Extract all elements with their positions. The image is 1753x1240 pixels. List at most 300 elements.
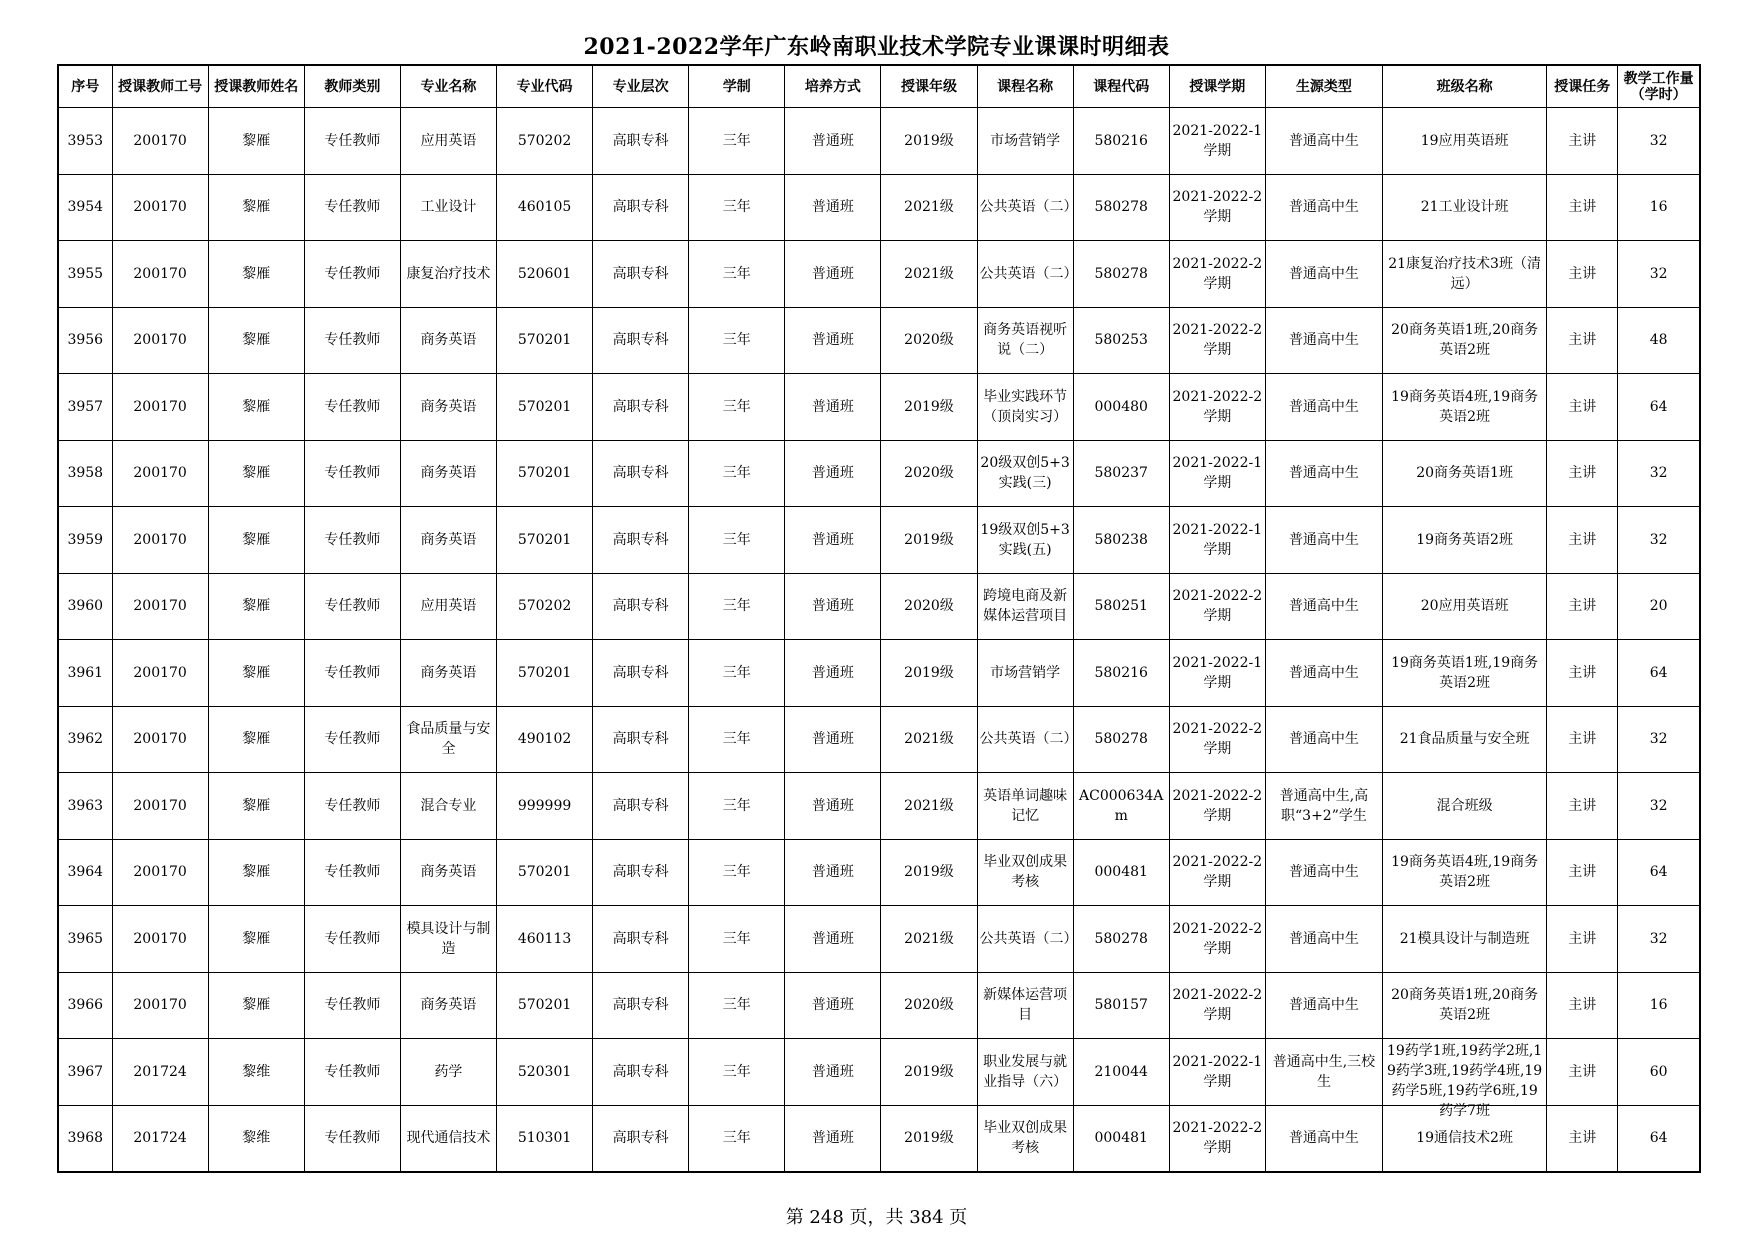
table-cell [689,440,785,507]
table-cell [497,773,593,840]
table-cell [400,1039,496,1106]
cell-text: 21模具设计与制造班 [1399,930,1530,947]
cell-text: 64 [1649,398,1668,415]
table-row [58,839,1700,906]
page-footer: 第 248 页，共 384 页 [785,1207,968,1228]
cell-text: 普通班 [811,531,854,548]
table-cell [1265,108,1382,175]
table-cell [881,241,977,308]
cell-text: 580278 [1094,265,1148,282]
table-cell [1169,241,1265,308]
cell-text: 3960 [67,598,104,615]
cell-text: 公共英语（二） [979,731,1078,748]
cell-text: 580278 [1094,731,1148,748]
table-cell [112,307,208,374]
table-cell [1169,307,1265,374]
table-cell [1169,1105,1265,1172]
table-cell [689,1105,785,1172]
table-cell [1547,773,1618,840]
cell-text: 高职专科 [612,531,669,548]
table-cell [497,374,593,441]
table-cell [208,906,304,973]
table-cell [785,573,881,640]
cell-text: 000481 [1094,1130,1148,1147]
cell-text: 高职专科 [612,132,669,149]
table-cell [304,906,400,973]
table-cell [208,174,304,241]
table-cell [689,839,785,906]
column-header: 学制 [689,65,785,108]
table-cell [497,640,593,707]
table-cell [400,706,496,773]
table-cell [785,972,881,1039]
cell-text: 市场营销学 [990,132,1061,149]
cell-text: 三年 [722,199,751,216]
table-cell [977,108,1073,175]
cell-text: 20应用英语班 [1420,598,1509,615]
table-cell [58,440,112,507]
cell-text: 490102 [517,731,572,748]
cell-text: 主讲 [1568,1130,1597,1147]
cell-text: 2019级 [904,1130,954,1147]
cell-text: 2021级 [904,930,954,947]
table-cell [977,773,1073,840]
cell-text: 2021-2022-2学期 [1172,388,1263,425]
table-cell [977,440,1073,507]
cell-text: 3967 [67,1063,104,1080]
cell-text: 32 [1649,132,1668,149]
cell-text: 20商务英语1班,20商务英语2班 [1391,322,1539,359]
cell-text: 普通班 [811,1130,854,1147]
table-cell [1169,839,1265,906]
cell-text: 580237 [1094,465,1148,482]
cell-text: AC000634Am [1079,787,1164,824]
table-cell [593,1039,689,1106]
table-cell [208,773,304,840]
cell-text: 黎雁 [242,997,271,1014]
table-cell [1169,706,1265,773]
cell-text: 专任教师 [324,1063,381,1080]
cell-text: 普通高中生 [1288,398,1359,415]
table-cell [58,1105,112,1172]
table-cell [1265,174,1382,241]
cell-text: 三年 [722,598,751,615]
cell-text: 公共英语（二） [979,199,1078,216]
cell-text: 580278 [1094,930,1148,947]
cell-text: 主讲 [1568,997,1597,1014]
table-cell [1383,440,1547,507]
table-cell [593,640,689,707]
table-cell [1547,972,1618,1039]
table-cell [593,573,689,640]
cell-text: 主讲 [1568,199,1597,216]
cell-text: 999999 [517,797,572,814]
cell-text: 2019级 [904,864,954,881]
cell-text: 市场营销学 [990,664,1061,681]
table-cell [593,108,689,175]
column-header: 授课学期 [1169,65,1265,108]
table-cell [1383,507,1547,574]
table-cell [881,972,977,1039]
table-cell [304,307,400,374]
cell-text: 模具设计与制造 [406,920,491,957]
table-cell [977,1105,1073,1172]
table-cell [1383,108,1547,175]
table-cell [1547,839,1618,906]
table-cell [304,972,400,1039]
table-cell [1547,1039,1618,1106]
table-cell [112,1039,208,1106]
table-cell [1618,839,1700,906]
table-cell [1383,307,1547,374]
cell-text: 2021级 [904,797,954,814]
cell-text: 英语单词趣味记忆 [983,787,1068,824]
cell-text: 主讲 [1568,132,1597,149]
cell-text: 570201 [517,664,572,681]
table-cell [1265,374,1382,441]
table-cell [1169,174,1265,241]
cell-text: 32 [1649,930,1668,947]
cell-text: 三年 [722,731,751,748]
table-cell [1547,307,1618,374]
cell-text: 普通班 [811,199,854,216]
cell-text: 200170 [133,132,187,149]
cell-text: 580253 [1094,332,1148,349]
table-cell [112,706,208,773]
cell-text: 专任教师 [324,265,381,282]
table-cell [112,241,208,308]
table-cell [1618,573,1700,640]
table-cell [1073,241,1169,308]
cell-text: 200170 [133,797,187,814]
table-cell [689,906,785,973]
cell-text: 普通班 [811,132,854,149]
table-cell [304,706,400,773]
table-cell [208,307,304,374]
table-cell [208,1105,304,1172]
table-cell [689,972,785,1039]
table-cell [1073,1105,1169,1172]
table-cell [1169,906,1265,973]
table-cell [785,174,881,241]
cell-text: 普通班 [811,598,854,615]
cell-text: 普通班 [811,465,854,482]
cell-text: 520601 [517,265,572,282]
table-row [58,773,1700,840]
cell-text: 19应用英语班 [1420,132,1509,149]
table-cell [689,108,785,175]
cell-text: 毕业双创成果考核 [983,854,1068,891]
table-cell [400,307,496,374]
cell-text: 应用英语 [420,598,477,615]
cell-text: 专任教师 [324,731,381,748]
cell-text: 普通高中生 [1288,864,1359,881]
cell-text: 2021-2022-1学期 [1172,654,1263,691]
table-cell [400,640,496,707]
cell-text: 520301 [517,1063,572,1080]
table-cell [881,108,977,175]
cell-text: 3959 [67,531,104,548]
cell-text: 21康复治疗技术3班（清远） [1388,255,1541,292]
cell-text: 2021-2022-2学期 [1172,920,1263,957]
cell-text: 201724 [133,1063,187,1080]
cell-text: 570201 [517,531,572,548]
table-cell [1547,108,1618,175]
table-cell [977,706,1078,773]
cell-text: 普通高中生 [1288,997,1359,1014]
table-cell [881,706,977,773]
cell-text: 高职专科 [612,864,669,881]
cell-text: 商务英语 [420,997,477,1014]
table-cell [785,839,881,906]
cell-text: 黎雁 [242,132,271,149]
cell-text: 黎雁 [242,465,271,482]
cell-text: 药学 [434,1063,463,1080]
cell-text: 19商务英语4班,19商务英语2班 [1391,854,1539,891]
table-cell [881,906,977,973]
table-cell [1265,706,1382,773]
cell-text: 200170 [133,997,187,1014]
cell-text: 黎雁 [242,598,271,615]
table-cell [1169,108,1265,175]
cell-text: 专任教师 [324,1130,381,1147]
table-cell [58,906,112,973]
column-header: 授课教师工号 [112,65,208,108]
table-row [58,706,1700,773]
cell-text: 混合班级 [1436,797,1493,814]
cell-text: 应用英语 [420,132,477,149]
cell-text: 普通高中生 [1288,132,1359,149]
cell-text: 3965 [67,930,104,947]
cell-text: 3968 [67,1130,104,1147]
table-cell [58,640,112,707]
cell-text: 专任教师 [324,664,381,681]
table-cell [689,573,785,640]
table-cell [977,906,1078,973]
column-header: 课程代码 [1073,65,1169,108]
cell-text: 专任教师 [324,864,381,881]
cell-text: 高职专科 [612,997,669,1014]
table-cell [1073,1039,1169,1106]
table-cell [58,241,112,308]
table-cell [58,839,112,906]
table-cell [977,972,1073,1039]
table-row [58,640,1700,707]
cell-text: 3964 [67,864,104,881]
cell-text: 32 [1649,465,1668,482]
column-header: 培养方式 [785,65,881,108]
cell-text: 210044 [1094,1063,1148,1080]
table-cell [1618,972,1700,1039]
table-cell [1383,839,1547,906]
cell-text: 主讲 [1568,664,1597,681]
cell-text: 普通高中生 [1288,1130,1359,1147]
cell-text: 商务英语 [420,398,477,415]
table-cell [881,573,977,640]
table-cell [497,307,593,374]
table-cell [1383,1039,1547,1119]
table-cell [1547,507,1618,574]
cell-text: 黎雁 [242,398,271,415]
cell-text: 普通高中生 [1288,598,1359,615]
cell-text: 毕业实践环节（顶岗实习） [983,388,1068,425]
cell-text: 200170 [133,465,187,482]
cell-text: 580278 [1094,199,1148,216]
cell-text: 普通班 [811,265,854,282]
table-cell [1618,640,1700,707]
cell-text: 高职专科 [612,465,669,482]
table-cell [112,507,208,574]
table-header-row [58,65,1700,108]
cell-text: 普通班 [811,997,854,1014]
cell-text: 19药学1班,19药学2班,19药学3班,19药学4班,19药学5班,19药学6班,19药学7班 [1386,1042,1543,1119]
table-cell [1073,440,1169,507]
table-cell [497,241,593,308]
cell-text: 公共英语（二） [979,265,1078,282]
cell-text: 20级双创5+3实践(三) [980,455,1070,492]
table-cell [785,507,881,574]
table-cell [593,440,689,507]
table-cell [208,972,304,1039]
table-cell [208,706,304,773]
table-cell [497,440,593,507]
table-cell [1383,773,1547,840]
table-cell [593,906,689,973]
table-cell [689,307,785,374]
cell-text: 黎雁 [242,531,271,548]
cell-text: 19商务英语2班 [1416,531,1513,548]
cell-text: 职业发展与就业指导（六） [983,1053,1068,1090]
cell-text: 专任教师 [324,132,381,149]
cell-text: 主讲 [1568,531,1597,548]
table-cell [112,773,208,840]
table-cell [400,241,496,308]
table-cell [689,241,785,308]
cell-text: 主讲 [1568,930,1597,947]
table-cell [304,1105,400,1172]
table-cell [881,374,977,441]
cell-text: 商务英语 [420,531,477,548]
table-cell [593,307,689,374]
cell-text: 2021-2022-1学期 [1172,521,1263,558]
table-cell [785,1039,881,1106]
cell-text: 高职专科 [612,398,669,415]
table-cell [58,174,112,241]
table-cell [304,573,400,640]
cell-text: 2021-2022-2学期 [1172,854,1263,891]
cell-text: 高职专科 [612,199,669,216]
cell-text: 580251 [1094,598,1148,615]
table-cell [1073,374,1169,441]
cell-text: 普通高中生,三校生 [1272,1053,1376,1090]
table-cell [1383,640,1547,707]
table-cell [977,241,1078,308]
table-cell [881,839,977,906]
cell-text: 200170 [133,598,187,615]
table-cell [977,307,1073,374]
table-cell [400,440,496,507]
cell-text: 2021-2022-2学期 [1172,189,1263,226]
cell-text: 三年 [722,265,751,282]
cell-text: 普通高中生 [1288,930,1359,947]
cell-text: 商务英语 [420,465,477,482]
table-cell [593,706,689,773]
cell-text: 2021级 [904,265,954,282]
cell-text: 混合专业 [420,797,477,814]
table-cell [112,972,208,1039]
cell-text: 200170 [133,265,187,282]
cell-text: 2021-2022-2学期 [1172,987,1263,1024]
table-cell [1265,906,1382,973]
table-cell [1383,374,1547,441]
column-header: 专业代码 [497,65,593,108]
table-cell [1618,1039,1700,1106]
table-cell [497,174,593,241]
cell-text: 高职专科 [612,598,669,615]
table-cell [400,773,496,840]
table-cell [785,241,881,308]
cell-text: 200170 [133,398,187,415]
table-cell [304,839,400,906]
table-cell [1073,906,1169,973]
cell-text: 高职专科 [612,265,669,282]
cell-text: 570201 [517,332,572,349]
cell-text: 三年 [722,132,751,149]
cell-text: 19通信技术2班 [1416,1130,1513,1147]
table-cell [1073,174,1169,241]
cell-text: 48 [1649,332,1668,349]
cell-text: 毕业双创成果考核 [983,1120,1068,1157]
cell-text: 普通高中生 [1288,332,1359,349]
table-cell [1073,706,1169,773]
table-cell [304,374,400,441]
table-cell [1073,972,1169,1039]
table-cell [1618,307,1700,374]
table-cell [208,1039,304,1106]
cell-text: 200170 [133,930,187,947]
table-cell [1265,241,1382,308]
table-cell [112,1105,208,1172]
table-cell [1169,640,1265,707]
cell-text: 16 [1649,997,1668,1014]
table-cell [304,507,400,574]
cell-text: 32 [1649,265,1668,282]
cell-text: 高职专科 [612,1130,669,1147]
cell-text: 3953 [67,132,104,149]
cell-text: 580157 [1094,997,1148,1014]
table-cell [1383,241,1547,308]
column-header: 生源类型 [1265,65,1382,108]
cell-text: 普通高中生,高职“3+2”学生 [1279,787,1369,824]
cell-text: 460113 [517,930,572,947]
table-cell [208,507,304,574]
cell-text: 570202 [517,132,572,149]
cell-text: 2021-2022-2学期 [1172,721,1263,758]
column-header: 课程名称 [977,65,1073,108]
cell-text: 三年 [722,797,751,814]
cell-text: 21食品质量与安全班 [1399,731,1530,748]
cell-text: 黎雁 [242,332,271,349]
table-cell [112,906,208,973]
cell-text: 康复治疗技术 [406,265,491,282]
cell-text: 200170 [133,531,187,548]
table-cell [689,773,785,840]
cell-text: 公共英语（二） [979,930,1078,947]
table-cell [1618,174,1700,241]
table-cell [1383,706,1547,773]
table-cell [208,241,304,308]
table-cell [977,174,1078,241]
